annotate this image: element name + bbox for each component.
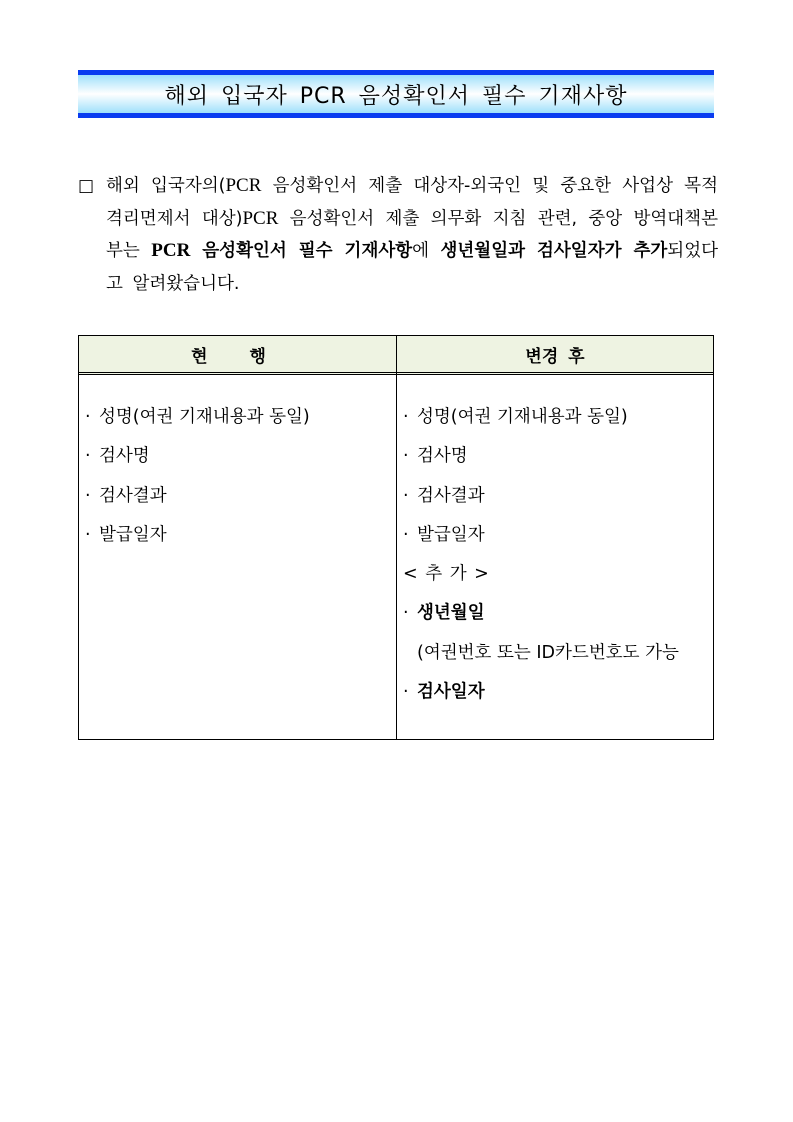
intro-text: 되었다고 알려왔습니다. [106,241,719,294]
list-item-added [403,594,715,633]
bullet-icon: · [403,682,409,703]
current-column [85,398,390,555]
page-title: 해외 입국자 PCR 음성확인서 필수 기재사항 [164,83,628,109]
list-item [403,437,715,476]
bullet-icon: · [403,407,409,427]
changed-column [403,398,715,712]
intro-emphasis: 음성확인서 필수 기재사항 [190,241,413,261]
intro-emphasis: PCR [151,240,191,261]
list-item-added [403,673,715,712]
added-label: < 추 가 > [403,564,489,585]
intro-text: PCR [225,175,262,196]
item-text: 검사일자 [417,682,485,703]
added-note: (여권번호 또는 ID카드번호도 가능 [417,642,679,663]
bullet-icon: · [403,446,409,467]
intro-text: 음성확인서 제출 대상자-외국인 및 중요한 사업상 목적 격리면제서 대상) [106,176,718,229]
intro-text: 음성확인서 제출 의무화 지침 관련, 중앙 방역대책본부는 [106,208,718,261]
item-text: 발급일자 [99,524,167,545]
bullet-icon: · [85,524,91,545]
intro-text: PCR [242,207,279,229]
item-text: 검사결과 [417,485,485,506]
list-item [403,516,715,555]
list-item [85,437,390,476]
item-text: 발급일자 [417,524,485,545]
intro-paragraph [78,170,718,300]
bullet-icon: · [85,446,91,467]
item-text: 성명(여권 기재내용과 동일) [417,407,628,427]
bullet-icon: · [403,485,409,506]
bullet-icon: · [403,603,409,624]
intro-body [106,170,718,300]
list-item [85,398,390,437]
header-current: 현 행 [191,346,284,367]
item-text: 생년월일 [417,603,485,624]
list-item [85,477,390,516]
comparison-table [78,335,714,740]
bullet-icon: · [85,407,91,427]
item-text: 검사결과 [99,485,167,506]
item-text: 검사명 [417,446,468,467]
column-divider [396,336,397,739]
list-item [403,477,715,516]
title-banner [78,70,714,118]
checkbox-bullet-icon: □ [78,176,95,196]
list-item [85,516,390,555]
intro-text: 에 [412,241,441,261]
item-text: 검사명 [99,446,150,467]
item-text: 성명(여권 기재내용과 동일) [99,407,310,427]
list-item [403,398,715,437]
intro-emphasis: 생년월일과 검사일자가 추가 [440,241,668,261]
header-changed: 변경 후 [525,346,585,367]
intro-text: 해외 입국자의( [106,176,226,196]
bullet-icon: · [403,524,409,545]
bullet-icon: · [85,485,91,506]
